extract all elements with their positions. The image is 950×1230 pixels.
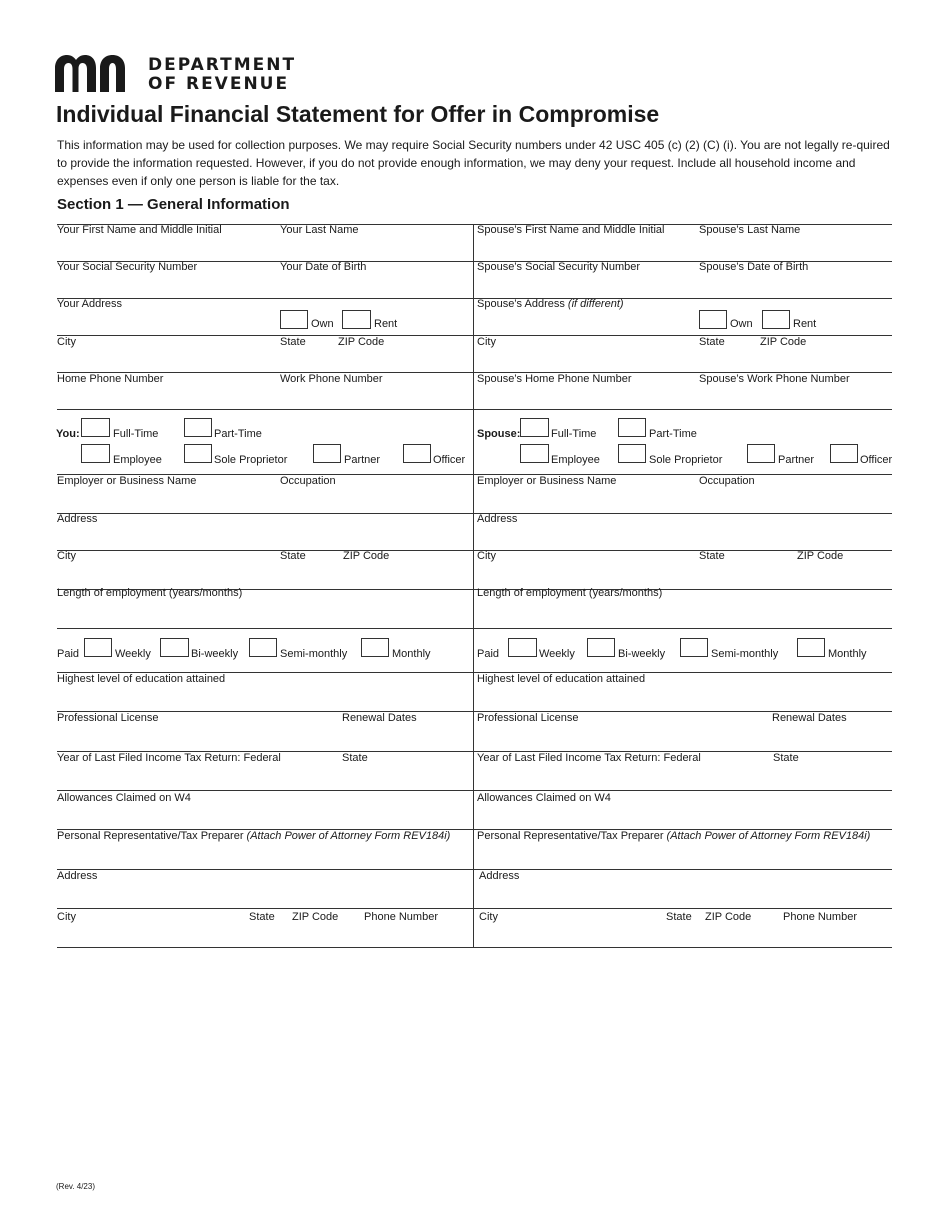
row-rule <box>57 550 892 551</box>
employer-label: Employer or Business Name <box>57 475 197 487</box>
last-return-label: Year of Last Filed Income Tax Return: Federal <box>57 752 281 764</box>
rent-label: Rent <box>374 318 398 330</box>
return-state-label: State <box>342 752 368 764</box>
spouse-weekly-label: Weekly <box>539 648 575 660</box>
spouse-full-time-checkbox[interactable] <box>520 418 549 437</box>
spouse-education-label: Highest level of education attained <box>477 673 646 685</box>
spouse-officer-label: Officer <box>860 454 893 466</box>
spouse-city-label: City <box>477 336 496 348</box>
your-ssn-label: Your Social Security Number <box>57 261 198 273</box>
spouse-weekly-checkbox[interactable] <box>508 638 537 657</box>
spouse-employer-address-label: Address <box>477 513 518 525</box>
spouse-rent-label: Rent <box>793 318 817 330</box>
section-1-heading: Section 1 — General Information <box>57 196 290 213</box>
spouse-biweekly-checkbox[interactable] <box>587 638 615 657</box>
revision-date: (Rev. 4/23) <box>56 1182 95 1191</box>
full-time-checkbox[interactable] <box>81 418 110 437</box>
home-phone-label: Home Phone Number <box>57 373 164 385</box>
spouse-license-label: Professional License <box>477 712 579 724</box>
spouse-semimonthly-checkbox[interactable] <box>680 638 708 657</box>
spouse-last-name-label: Spouse’s Last Name <box>699 224 801 236</box>
spouse-partner-label: Partner <box>778 454 815 466</box>
spouse-renewal-label: Renewal Dates <box>772 712 847 724</box>
spouse-first-name-label: Spouse’s First Name and Middle Initial <box>477 224 665 236</box>
rep-label <box>57 830 450 843</box>
spouse-employee-label: Employee <box>551 454 600 466</box>
rent-checkbox[interactable] <box>342 310 371 329</box>
weekly-checkbox[interactable] <box>84 638 112 657</box>
rep-address-label: Address <box>57 870 98 882</box>
spouse-sole-proprietor-checkbox[interactable] <box>618 444 646 463</box>
spouse-occupation-label: Occupation <box>699 475 755 487</box>
occupation-label: Occupation <box>280 475 336 487</box>
full-time-label: Full-Time <box>113 428 159 440</box>
spouse-address-text: Spouse’s Address <box>477 298 565 310</box>
own-checkbox[interactable] <box>280 310 308 329</box>
spouse-employer-zip-label: ZIP Code <box>797 550 844 562</box>
spouse-employer-city-label: City <box>477 550 496 562</box>
part-time-checkbox[interactable] <box>184 418 212 437</box>
employer-city-label: City <box>57 550 76 562</box>
biweekly-checkbox[interactable] <box>160 638 189 657</box>
row-rule <box>57 869 892 870</box>
spouse-ssn-label: Spouse’s Social Security Number <box>477 261 641 273</box>
spouse-rep-city-label: City <box>479 911 498 923</box>
spouse-allowances-label: Allowances Claimed on W4 <box>477 792 611 804</box>
intro-paragraph: This information may be used for collection purposes. We may require Social Security numbers under 42 USC 405 (c) (2) (C) (i). You are not legally re-quired to provide the information requested. However, if you do not provide enough information, we may deny your request. Include all household income and expenses even if only one person is liable for the tax. <box>57 138 890 188</box>
spouse-return-state-label: State <box>773 752 799 764</box>
your-first-name-label: Your First Name and Middle Initial <box>57 224 222 236</box>
mn-logo-mark <box>54 54 136 92</box>
rep-zip-label: ZIP Code <box>292 911 339 923</box>
dept-name-line2: OF REVENUE <box>148 74 290 94</box>
your-address-label: Your Address <box>57 298 123 310</box>
spouse-employer-state-label: State <box>699 550 725 562</box>
spouse-address-note: (if different) <box>567 298 624 310</box>
city-label: City <box>57 336 76 348</box>
spouse-state-label: State <box>699 336 725 348</box>
spouse-rent-checkbox[interactable] <box>762 310 790 329</box>
spouse-part-time-label: Part-Time <box>649 428 697 440</box>
length-employment-label: Length of employment (years/months) <box>57 587 243 599</box>
employee-checkbox[interactable] <box>81 444 110 463</box>
spouse-paid-label: Paid <box>477 648 500 660</box>
spouse-monthly-label: Monthly <box>828 648 867 660</box>
weekly-label: Weekly <box>115 648 151 660</box>
row-rule <box>57 409 892 410</box>
monthly-label: Monthly <box>392 648 431 660</box>
spouse-work-phone-label: Spouse’s Work Phone Number <box>699 373 850 385</box>
own-label: Own <box>311 318 334 330</box>
biweekly-label: Bi-weekly <box>191 648 239 660</box>
employer-zip-label: ZIP Code <box>343 550 390 562</box>
spouse-rep-address-label: Address <box>479 870 520 882</box>
spouse-last-return-label: Year of Last Filed Income Tax Return: Federal <box>477 752 701 764</box>
sole-proprietor-checkbox[interactable] <box>184 444 212 463</box>
education-label: Highest level of education attained <box>57 673 226 685</box>
spouse-home-phone-label: Spouse’s Home Phone Number <box>477 373 632 385</box>
spouse-prefix-label: Spouse: <box>477 428 521 440</box>
sole-proprietor-label: Sole Proprietor <box>214 454 288 466</box>
spouse-dob-label: Spouse’s Date of Birth <box>699 261 809 273</box>
allowances-label: Allowances Claimed on W4 <box>57 792 191 804</box>
spouse-length-employment-label: Length of employment (years/months) <box>477 587 663 599</box>
zip-label: ZIP Code <box>338 336 385 348</box>
spouse-officer-checkbox[interactable] <box>830 444 858 463</box>
spouse-rep-label <box>477 830 870 843</box>
column-divider <box>473 224 474 948</box>
spouse-rep-label-text: Personal Representative/Tax Preparer <box>477 830 664 842</box>
paid-label: Paid <box>57 648 80 660</box>
spouse-employee-checkbox[interactable] <box>520 444 549 463</box>
spouse-part-time-checkbox[interactable] <box>618 418 646 437</box>
rep-note: (Attach Power of Attorney Form REV184i) <box>246 830 451 842</box>
row-rule <box>57 513 892 514</box>
spouse-rep-zip-label: ZIP Code <box>705 911 752 923</box>
spouse-rep-note: (Attach Power of Attorney Form REV184i) <box>666 830 871 842</box>
spouse-monthly-checkbox[interactable] <box>797 638 825 657</box>
officer-label: Officer <box>433 454 466 466</box>
monthly-checkbox[interactable] <box>361 638 389 657</box>
spouse-partner-checkbox[interactable] <box>747 444 775 463</box>
officer-checkbox[interactable] <box>403 444 431 463</box>
your-dob-label: Your Date of Birth <box>280 261 367 273</box>
spouse-employer-label: Employer or Business Name <box>477 475 617 487</box>
row-rule <box>57 947 892 948</box>
employee-label: Employee <box>113 454 162 466</box>
spouse-address-label <box>477 298 624 311</box>
partner-label: Partner <box>344 454 381 466</box>
rep-city-label: City <box>57 911 76 923</box>
spouse-rep-state-label: State <box>666 911 692 923</box>
state-label: State <box>280 336 306 348</box>
row-rule <box>57 298 892 299</box>
rep-state-label: State <box>249 911 275 923</box>
employer-address-label: Address <box>57 513 98 525</box>
renewal-label: Renewal Dates <box>342 712 417 724</box>
row-rule <box>57 711 892 712</box>
row-rule <box>57 908 892 909</box>
spouse-own-label: Own <box>730 318 753 330</box>
semimonthly-label: Semi-monthly <box>280 648 348 660</box>
spouse-zip-label: ZIP Code <box>760 336 807 348</box>
your-last-name-label: Your Last Name <box>280 224 359 236</box>
spouse-full-time-label: Full-Time <box>551 428 597 440</box>
row-rule <box>57 628 892 629</box>
row-rule <box>57 790 892 791</box>
partner-checkbox[interactable] <box>313 444 341 463</box>
work-phone-label: Work Phone Number <box>280 373 383 385</box>
employer-state-label: State <box>280 550 306 562</box>
you-prefix-label: You: <box>56 428 80 440</box>
spouse-own-checkbox[interactable] <box>699 310 727 329</box>
spouse-biweekly-label: Bi-weekly <box>618 648 666 660</box>
part-time-label: Part-Time <box>214 428 262 440</box>
dept-name-line1: DEPARTMENT <box>148 55 297 75</box>
spouse-sole-proprietor-label: Sole Proprietor <box>649 454 723 466</box>
license-label: Professional License <box>57 712 159 724</box>
spouse-semimonthly-label: Semi-monthly <box>711 648 779 660</box>
spouse-rep-phone-label: Phone Number <box>783 911 857 923</box>
rep-phone-label: Phone Number <box>364 911 438 923</box>
page-title: Individual Financial Statement for Offer in Compromise <box>56 101 660 127</box>
semimonthly-checkbox[interactable] <box>249 638 277 657</box>
rep-label-text: Personal Representative/Tax Preparer <box>57 830 244 842</box>
